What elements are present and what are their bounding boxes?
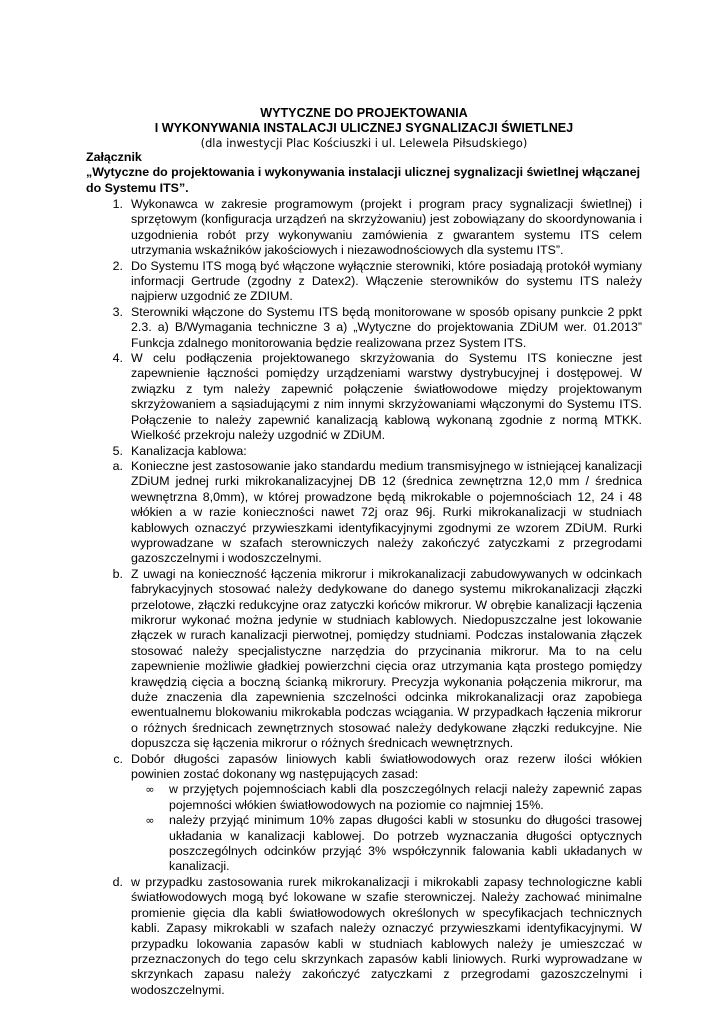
bullet-item [131, 782, 642, 813]
infinity-bullet-icon: ∞ [145, 783, 155, 797]
item-number: 4. [112, 351, 123, 366]
item-text: Do Systemu ITS mogą być włączone wyłącznie sterowniki, które posiadają protokół wymiany informacji Gertrude (zgodny z Datex2). Włączenie sterowników do systemu ITS należy najpierw uzgodnić ze ZDIUM. [131, 258, 642, 304]
item-text: Z uwagi na konieczność łączenia mikrorur i mikrokanalizacji zabudowywanych w odcinkach fabrykacyjnych stosować należy dedykowane do danego systemu mikrokanalizacji złączki przelotowe, złączki redukcyjne oraz zatyczki końców mikrorur. W obrębie kanalizacji łączenia mikrorur wykonać można jedynie w studniach kablowych. Niedopuszczalne jest lokowanie złączek w rurach kanalizacji pierwotnej, pomiędzy studniami. Podczas instalowania złączek stosować należy specjalistyczne narzędzia do przycinania mikrorur. Ma to na celu zapewnienie możliwie gładkiej powierzchni cięcia oraz utrzymania kąta prostego pomiędzy krawędzią cięcia a boczną ścianką mikrorury. Precyzja wykonania połączenia mikrorur, ma duże znaczenia dla zapewnienia szczelności odcinka mikrokanalizacji oraz zapobiega ewentualnemu blokowaniu mikrokabla podczas wciągania. W przypadkach łączenia mikrorur o różnych średnicach zewnętrznych stosować należy dedykowane złączki redukcyjne. Nie dopuszcza się łączenia mikrorur o różnych średnicach wewnętrznych. [131, 566, 642, 751]
item-number: 1. [112, 197, 123, 211]
numbered-item-4 [86, 351, 642, 443]
item-number: 5. [112, 443, 123, 458]
heading-subtitle: (dla inwestycji Plac Kościuszki i ul. Lelewela Piłsudskiego) [200, 136, 528, 151]
numbered-item-5 [86, 444, 642, 459]
item-text: Wykonawca w zakresie programowym (projekt i program pracy sygnalizacji świetlnej) i sprzętowym (konfiguracja urządzeń na skrzyżowaniu) jest zobowiązany do skoordynowania i uzgodnienia robót przy wykonywaniu zamówienia z gwarantem systemu ITS celem utrzymania wskaźników jakościowych i niezawodnościowych dla systemu ITS”. [131, 197, 642, 258]
heading-line-1: WYTYCZNE DO PROJEKTOWANIA [260, 106, 468, 120]
lettered-item-c [86, 752, 642, 875]
item-text: Sterowniki włączone do Systemu ITS będą monitorowane w sposób opisany punkcie 2 ppkt 2.3. a) B/Wymagania techniczne 3 a) „Wytyczne do projektowania ZDiUM wer. 01.2013” Funkcja zdalnego monitorowania będzie realizowana przez System ITS. [131, 304, 642, 350]
annex-label: Załącznik [86, 150, 142, 164]
item-letter: b. [112, 566, 123, 581]
bullet-list [131, 782, 642, 874]
document-heading [86, 106, 642, 151]
item-number: 2. [112, 258, 123, 273]
annex-title: „Wytyczne do projektowania i wykonywania instalacji ulicznej sygnalizacji świetlnej włączanej do Systemu ITS”. [86, 165, 641, 195]
lettered-item-d [86, 875, 642, 998]
item-letter: a. [112, 458, 123, 473]
item-text: Konieczne jest zastosowanie jako standardu medium transmisyjnego w istniejącej kanalizacji ZDiUM jednej rurki mikrokanalizacyjnej DB 12 (średnica zewnętrzna 12,0 mm / średnica wewnętrzna 8,0mm), w której prowadzone będą mikrokable o pojemnościach 12, 24 i 48 włókien a w razie konieczności nawet 72j oraz 96j. Rurki mikrokanalizacji w studniach kablowych oznaczyć przywieszkami identyfikacyjnymi zgodnymi ze wzorem ZDiUM. Rurki wyprowadzane w szafach sterowniczych należy zakończyć zatyczkami z przegrodami gazoszczelnymi i wodoszczelnymi. [131, 458, 642, 566]
numbered-item-2 [86, 259, 642, 305]
lettered-item-b [86, 567, 642, 752]
document-body [86, 197, 642, 998]
item-text: W celu podłączenia projektowanego skrzyżowania do Systemu ITS konieczne jest zapewnienie łączności pomiędzy urządzeniami warstwy dystrybucyjnej i dostępowej. W związku z tym należy zapewnić połączenie światłowodowe między projektowanym skrzyżowaniem a sąsiadującymi z nim innymi skrzyżowaniami włączonymi do Systemu ITS. Połączenie to należy zapewnić kanalizacją kablową wykonaną zgodnie z normą MTKK. Wielkość przekroju należy uzgodnić w ZDiUM. [131, 351, 642, 443]
item-number: 3. [112, 304, 123, 319]
item-letter: d. [112, 874, 123, 889]
bullet-text: należy przyjąć minimum 10% zapas długości kabli w stosunku do długości trasowej układania w kanalizacji kablowej. Do potrzeb wyznaczania długości optycznych poszczególnych odcinków przyjąć 3% współczynnik falowania kabli układanych w kanalizacji. [169, 813, 642, 874]
item-letter: c. [113, 751, 123, 766]
item-c-body [131, 752, 642, 875]
heading-line-2: I WYKONYWANIA INSTALACJI ULICZNEJ SYGNALIZACJI ŚWIETLNEJ [154, 121, 574, 136]
numbered-item-1 [86, 197, 642, 259]
lettered-item-a [86, 459, 642, 567]
item-text: Dobór długości zapasów liniowych kabli światłowodowych oraz rezerw ilości włókien powinien zostać dokonany wg następujących zasad: [131, 751, 642, 782]
item-text: Kanalizacja kablowa: [131, 443, 247, 458]
bullet-text: w przyjętych pojemnościach kabli dla poszczególnych relacji należy zapewnić zapas pojemności włókien światłowodowych na poziomie co najmniej 15%. [169, 782, 642, 812]
annex-block [86, 150, 642, 196]
numbered-item-3 [86, 305, 642, 351]
infinity-bullet-icon: ∞ [145, 814, 155, 828]
item-text: w przypadku zastosowania rurek mikrokanalizacji i mikrokabli zapasy technologiczne kabli światłowodowych mogą być lokowane w szafie sterowniczej. Należy zachować minimalne promienie gięcia dla kabli światłowodowych określonych w specyfikacjach technicznych kabli. Zapasy mikrokabli w szafach należy oznaczyć przywieszkami identyfikacyjnymi. W przypadku lokowania zapasów kabli w studniach kablowych należy je umieszczać w przeznaczonych do tego celu skrzynkach zapasów kabli liniowych. Rurki wyprowadzane w skrzynkach zapasu należy zakończyć zatyczkami z przegrodami gazoszczelnymi i wodoszczelnymi. [131, 874, 642, 997]
bullet-item [131, 813, 642, 875]
